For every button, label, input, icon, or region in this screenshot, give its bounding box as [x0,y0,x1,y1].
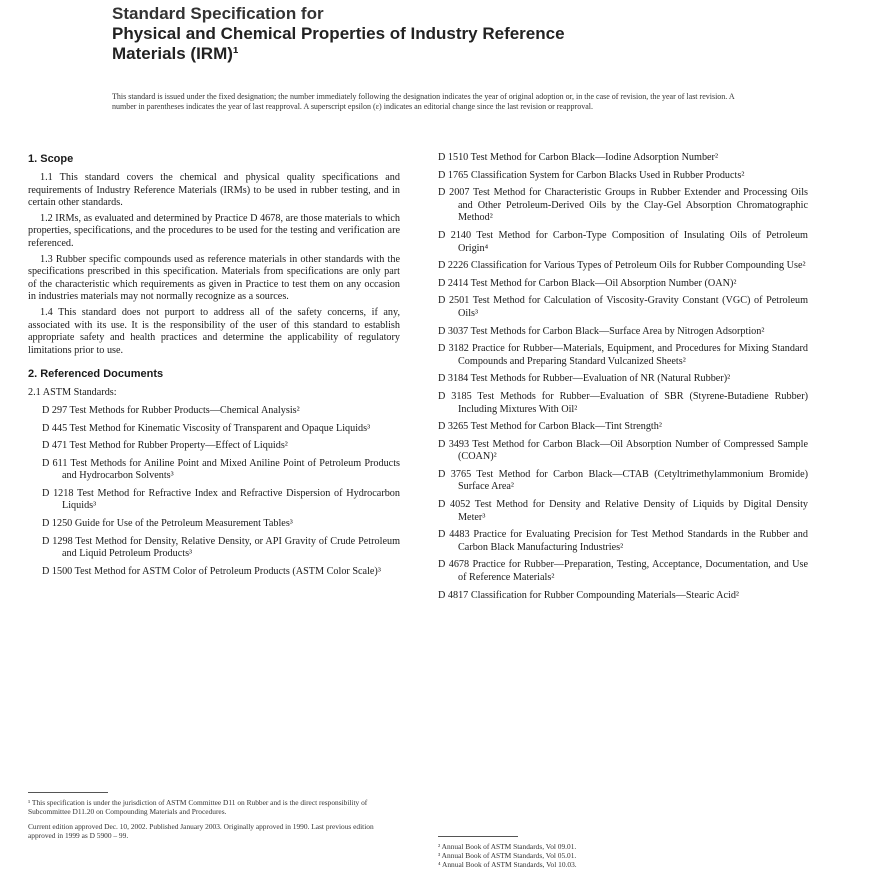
right-column [438,152,808,607]
footnote: ² Annual Book of ASTM Standards, Vol 09.01. [438,842,577,851]
reference-item: D 1500 Test Method for ASTM Color of Petroleum Products (ASTM Color Scale)³ [42,565,381,577]
reference-item: D 2140 Test Method for Carbon-Type Composition of Insulating Oils of Petroleum Origin⁴ [438,229,808,254]
reference-item: D 4817 Classification for Rubber Compounding Materials—Stearic Acid² [438,589,739,601]
reference-item: D 2414 Test Method for Carbon Black—Oil Absorption Number (OAN)² [438,277,737,289]
footnote: ¹ This specification is under the jurisdiction of ASTM Committee D11 on Rubber and is the direct responsibility of Subcommittee D11.20 on Compounding Materials and Procedures. [28,798,368,816]
reference-item: D 4052 Test Method for Density and Relative Density of Liquids by Digital Density Meter³ [438,499,808,523]
reference-item: D 3765 Test Method for Carbon Black—CTAB (Cetyltrimethylammonium Bromide) Surface Area² [438,468,808,493]
designation-note: This standard is issued under the fixed designation; the number immediately following the designation indicates the year of original adoption or, in the case of revision, the year of last revision. A number in parentheses indicates the year of last reapproval. A superscript epsilon (ε) indicates an editorial change since the last revision or reapproval. [112,92,735,111]
footnote: Current edition approved Dec. 10, 2002. Published January 2003. Originally approved in 1990. Last previous edition approved in 1999 as D 5900 – 99. [28,822,374,840]
reference-item: 2.1 ASTM Standards: [28,387,117,399]
reference-item: D 471 Test Method for Rubber Property—Effect of Liquids² [42,440,288,452]
reference-item: D 3182 Practice for Rubber—Materials, Equipment, and Procedures for Mixing Standard Compounds and Preparing Standard Vulcanized Sheets² [438,343,808,367]
reference-item: D 1250 Guide for Use of the Petroleum Measurement Tables³ [42,518,293,530]
reference-item: D 1765 Classification System for Carbon Blacks Used in Rubber Products² [438,169,745,181]
reference-item: D 3184 Test Methods for Rubber—Evaluation of NR (Natural Rubber)² [438,373,731,385]
footnote: ³ Annual Book of ASTM Standards, Vol 05.01. [438,851,577,860]
scope-heading: 1. Scope [28,153,74,165]
reference-item: D 3185 Test Methods for Rubber—Evaluation of SBR (Styrene-Butadiene Rubber) Including Mixtures With Oil² [438,390,808,415]
footnote-divider [28,792,108,793]
reference-item: D 2007 Test Method for Characteristic Groups in Rubber Extender and Processing Oils and Other Petroleum-Derived Oils by the Clay-Gel Absorption Chromatographic Method² [438,187,808,224]
reference-item: D 3493 Test Method for Carbon Black—Oil Absorption Number of Compressed Sample (COAN)² [438,438,808,463]
reference-item: D 1298 Test Method for Density, Relative Density, or API Gravity of Crude Petroleum and Liquid Petroleum Products³ [42,535,400,560]
title-prefix: Standard Specification for [112,4,324,23]
scope-paragraph: 1.2 IRMs, as evaluated and determined by Practice D 4678, are those materials to which properties, specifications, and the procedures to be used for the testing and verification are referenced. [28,212,400,249]
reference-item: D 4483 Practice for Evaluating Precision for Test Method Standards in the Rubber and Carbon Black Manufacturing Industries² [438,529,808,553]
scope-paragraph: 1.3 Rubber specific compounds used as reference materials in other standards with the specifications prescribed in this specification. Materials from specifications are only part of the characteristic which requirements as given in Practice to test them on any occasion in industries materials may not normally recognize as a sources. [28,253,400,303]
reference-item: D 1218 Test Method for Refractive Index and Refractive Dispersion of Hydrocarbon Liquids³ [42,487,400,512]
reference-item: D 445 Test Method for Kinematic Viscosity of Transparent and Opaque Liquids³ [42,422,371,434]
document-header [112,4,752,64]
left-footnotes [28,798,400,840]
reference-item: D 2226 Classification for Various Types of Petroleum Oils for Rubber Compounding Use² [438,260,806,272]
left-column [28,152,400,583]
right-footnotes [438,842,808,869]
referenced-documents-heading: 2. Referenced Documents [28,368,164,381]
reference-item: D 297 Test Methods for Rubber Products—Chemical Analysis² [42,404,300,416]
footnote-divider [438,836,518,837]
referenced-documents-list-cont [438,152,808,602]
footnote: ⁴ Annual Book of ASTM Standards, Vol 10.03. [438,860,577,869]
document-title: Physical and Chemical Properties of Industry Reference [112,24,565,43]
reference-item: D 3265 Test Method for Carbon Black—Tint Strength² [438,421,662,433]
document-title-cont: Materials (IRM)¹ [112,44,239,63]
scope-paragraph: 1.4 This standard does not purport to address all of the safety concerns, if any, associated with its use. It is the responsibility of the user of this standard to establish appropriate safety and health practices and determine the applicability of regulatory limitations prior to use. [28,306,400,356]
scope-paragraph: 1.1 This standard covers the chemical and physical quality specifications and requirements of Industry Reference Materials (IRMs) to be used in rubber testing, and in certain other standards. [28,172,400,209]
reference-item: D 2501 Test Method for Calculation of Viscosity-Gravity Constant (VGC) of Petroleum Oils³ [438,295,808,319]
reference-item: D 3037 Test Methods for Carbon Black—Surface Area by Nitrogen Adsorption² [438,325,765,337]
referenced-documents-list [28,387,400,578]
reference-item: D 1510 Test Method for Carbon Black—Iodine Adsorption Number² [438,152,719,163]
reference-item: D 611 Test Methods for Aniline Point and Mixed Aniline Point of Petroleum Products and Hydrocarbon Solvents³ [42,457,400,482]
reference-item: D 4678 Practice for Rubber—Preparation, Testing, Acceptance, Documentation, and Use of Reference Materials² [438,559,808,584]
